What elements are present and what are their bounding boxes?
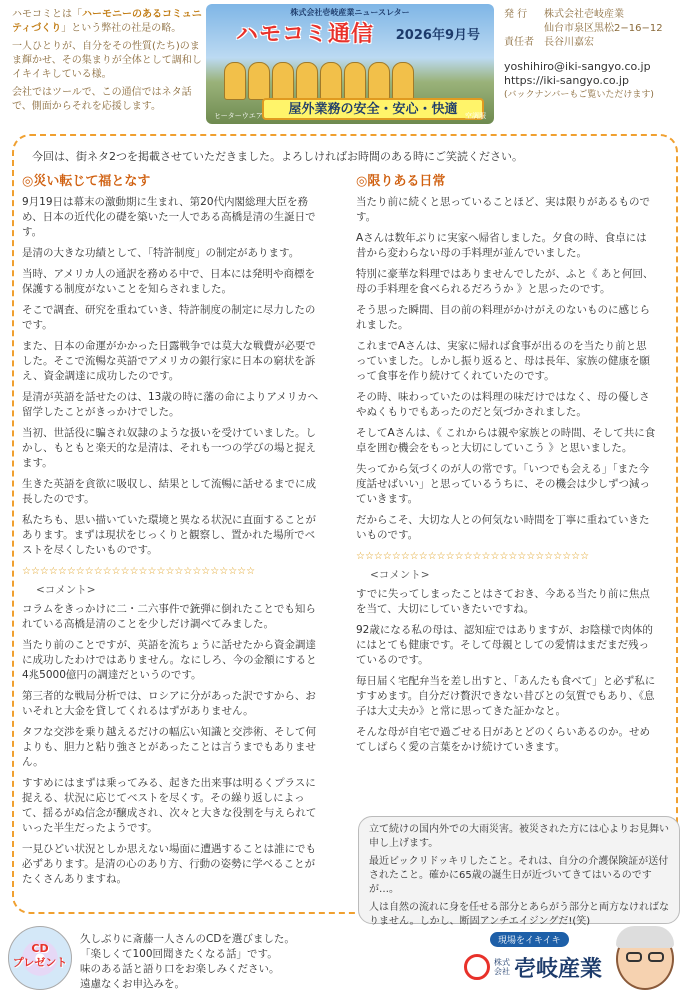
worker-figure	[344, 62, 366, 100]
avatar-hair	[616, 926, 674, 948]
comment-paragraph: 毎日届く宅配弁当を差し出すと、「あんたも食べて」と必ず私にすすめます。自分だけ贅沢できない昔びとの気質でもあり、《息子は大丈夫か》と常に思ってきた証かなと。	[356, 675, 656, 717]
website-link[interactable]: https://iki-sangyo.co.jp	[504, 74, 629, 87]
worker-figure	[224, 62, 246, 100]
comment-paragraph: 一見ひどい状況としか思えない場面に遭遇することは誰にでも必ずあります。是清の心のあり方、行動の姿勢に学べることがたくさんありますね。	[22, 843, 316, 885]
banner-tag-heater: ヒーターウエア	[214, 112, 263, 120]
paragraph: 9月19日は幕末の激動期に生まれ、第20代内閣総理大臣を務め、日本の近代化の礎を築いた一人である高橋是清の生誕日です。	[22, 196, 316, 238]
paragraph: その時、味わっていたのは料理の味だけではなく、母の優しさやぬくもりでもあったのだと気づかされました。	[356, 391, 650, 418]
left-article-title: ◎災い転じて福となす	[22, 174, 151, 189]
cd-present-text	[80, 932, 352, 992]
worker-figure	[392, 62, 414, 100]
about-motto: ハーモニーのあるコミュニティづくり	[12, 9, 202, 34]
worker-figure	[248, 62, 270, 100]
cd-line: 味のある話と語り口をお楽しみください。	[80, 963, 280, 975]
editor-row: 責任者 長谷川嘉宏	[504, 37, 594, 48]
editor-speech-bubble	[358, 816, 680, 927]
comment-paragraph: すすめにはまずは乗ってみる、起きた出来事は明るくプラスに捉える、状況に応じてベストを尽くす。その繰り返しによって、揺るがぬ信念が醸成され、次々と大きな役割を与えられていった半生だったようです。	[22, 777, 317, 834]
glasses-icon	[626, 952, 642, 962]
comment-paragraph: 第三者的な戦局分析では、ロシアに分があった訳ですから、おいそれと大金を貸してくれるはずがありません。	[22, 690, 316, 717]
paragraph: 生きた英語を貪欲に吸収し、結果として流暢に話せるまでに成長したのです。	[22, 478, 316, 505]
comment-paragraph: すでに失ってしまったことはさておき、今ある当たり前に焦点を当て、大切にしていきたいですね。	[356, 588, 650, 615]
comment-paragraph: 92歳になる私の母は、認知症ではありますが、お陰様で肉体的にはとても健康です。そして母親としての愛情はまだまだ残っているのです。	[356, 624, 653, 666]
intro-text: 今回は、街ネタ2つを掲載させていただきました。よろしければお時間のある時にご笑読ください。	[32, 150, 523, 163]
paragraph: 失ってから気づくのが人の常です。「いつでも会える」「また今度話せばいい」と思っているうちに、その機会は少しずつ減っていきます。	[356, 463, 650, 505]
worker-figure	[368, 62, 390, 100]
paragraph: そこで調査、研究を重ねていき、特許制度の制定に尽力したのです。	[22, 304, 316, 331]
cd-line: 「楽しくて100回聞きたくなる話」です。	[80, 948, 278, 960]
email-link[interactable]: yoshihiro@iki-sangyo.co.jp	[504, 60, 651, 73]
paragraph: 当たり前に続くと思っていることほど、実は限りがあるものです。	[356, 196, 650, 223]
about-line-3: 会社ではツールで、この通信ではネタ話で、側面からそれを応援します。	[12, 87, 192, 112]
paragraph: 特別に豪華な料理ではありませんでしたが、ふと《 あと何回、母の手料理を食べられるだろうか 》と思ったのです。	[356, 268, 654, 295]
right-article	[356, 170, 656, 761]
editor-avatar	[606, 922, 684, 998]
paragraph: そう思った瞬間、目の前の料理がかけがえのないものに感じられました。	[356, 304, 650, 331]
comment-paragraph: タフな交渉を乗り越えるだけの幅広い知識と交渉術、そして何よりも、胆力と粘り強さとがあったことは言うまでもありません。	[22, 726, 316, 768]
worker-figure	[272, 62, 294, 100]
company-logo	[464, 932, 604, 992]
left-article	[22, 170, 322, 893]
paragraph: 是清が英語を話せたのは、13歳の時に藩の命によりアメリカへ留学したことがきっかけでした。	[22, 391, 319, 418]
cd-icon	[8, 926, 72, 990]
comment-heading: <コメント>	[36, 584, 96, 596]
paragraph: これまでAさんは、実家に帰れば食事が出るのを当たり前と思っていました。しかし振り返ると、母は長年、家族の健康を願って食事を作り続けてくれていたのです。	[356, 340, 650, 382]
paragraph: Aさんは数年ぶりに実家へ帰省しました。夕食の時、食卓には昔から変わらない母の手料理が並んでいました。	[356, 232, 647, 259]
logo-mark-icon	[464, 954, 490, 980]
cd-label: CD プレゼント	[12, 942, 68, 969]
paragraph: 是清の大きな功績として、「特許制度」の制定があります。	[22, 247, 300, 259]
paragraph: だからこそ、大切な人との何気ない時間を丁寧に重ねていきたいものです。	[356, 514, 650, 541]
cd-line: 久しぶりに斎藤一人さんのCDを選びました。	[80, 933, 295, 945]
about-line-1: ハモコミとは「ハーモニーのあるコミュニティづくり」という弊社の社是の略。	[12, 9, 202, 34]
comment-heading: <コメント>	[370, 569, 430, 581]
bubble-paragraph: 立て続けの国内外での大雨災害。被災された方には心よりお見舞い申し上げます。	[369, 824, 669, 849]
paragraph: 当初、世話役に騙され奴隷のような扱いを受けていました。しかし、もともと楽天的な是清は、それも一つの学びの場と捉えます。	[22, 427, 316, 469]
worker-figure	[320, 62, 342, 100]
paragraph: また、日本の命運がかかった日露戦争では莫大な戦費が必要でした。そこで流暢な英語でアメリカの銀行家に日本の窮状を訴え、資金調達に成功したのです。	[22, 340, 316, 382]
cd-line: 遠慮なくお申込みを。	[80, 978, 185, 990]
header-contact	[504, 8, 688, 102]
about-line-2: 一人ひとりが、自分をその性質(たち)のまま輝かせ、その集まりが全体として調和しイキイキしている様。	[12, 41, 202, 80]
address-row: 仙台市泉区黒松2−16−12	[544, 23, 663, 34]
comment-paragraph: そんな母が自宅で過ごせる日があとどのくらいあるのか。せめてしばらく愛の言葉をかけ続けていきます。	[356, 726, 650, 753]
paragraph: そしてAさんは、《 これからは親や家族との時間、そして共に食卓を囲む機会をもっと大切にしていこう 》と思いました。	[356, 427, 656, 454]
banner-title: ハモコミ通信	[236, 22, 375, 47]
bubble-paragraph: 最近ビックリドッキリしたこと。それは、自分の介護保険証が送付されたこと。確かに65歳の誕生日が近づいてきてはいるのですが…。	[369, 856, 669, 895]
paragraph: 私たちも、思い描いていた環境と異なる状況に直面することがあります。まずは現状をじっくりと観察し、置かれた場所でベストを尽くしたいものです。	[22, 514, 316, 556]
worker-figure	[296, 62, 318, 100]
logo-kk: 株式会社	[494, 958, 510, 976]
backnumber-note: (バックナンバーもご覧いただけます)	[504, 90, 654, 100]
banner-org: 株式会社壱岐産業ニュースレター	[290, 8, 410, 17]
comment-paragraph: コラムをきっかけに二・二六事件で銃弾に倒れたことでも知られている高橋是清のことを少しだけ調べてみました。	[22, 603, 316, 630]
comment-paragraph: 当たり前のことですが、英語を流ちょうに話せたから資金調達に成功したわけではありません。なにしろ、今の金額にすると4兆5000億円の調達だというのです。	[22, 639, 317, 681]
bubble-paragraph: 人は自然の流れに身を任せる部分とあらがう部分と両方なければなりません。しかし、断固アンチエイジングだ!(笑)	[369, 902, 669, 927]
logo-tagline: 現場をイキイキ	[490, 932, 569, 947]
paragraph: 当時、アメリカ人の通訳を務める中で、日本には発明や商標を保護する制度がないことを知らされました。	[22, 268, 316, 295]
right-article-title: ◎限りある日常	[356, 174, 446, 189]
banner-issue: 2026年9月号	[395, 28, 480, 43]
header-about	[12, 8, 202, 118]
banner-ribbon: 屋外業務の安全・安心・快適	[262, 98, 484, 120]
publisher-row: 発 行 株式会社壱岐産業	[504, 9, 624, 20]
glasses-icon	[648, 952, 664, 962]
star-divider: ☆☆☆☆☆☆☆☆☆☆☆☆☆☆☆☆☆☆☆☆☆☆☆☆☆☆	[356, 551, 590, 562]
banner-tag-aircon: 空調服	[465, 112, 486, 120]
star-divider: ☆☆☆☆☆☆☆☆☆☆☆☆☆☆☆☆☆☆☆☆☆☆☆☆☆☆	[22, 566, 256, 577]
logo-name: 壱岐産業	[514, 957, 603, 982]
newsletter-banner	[206, 4, 494, 124]
